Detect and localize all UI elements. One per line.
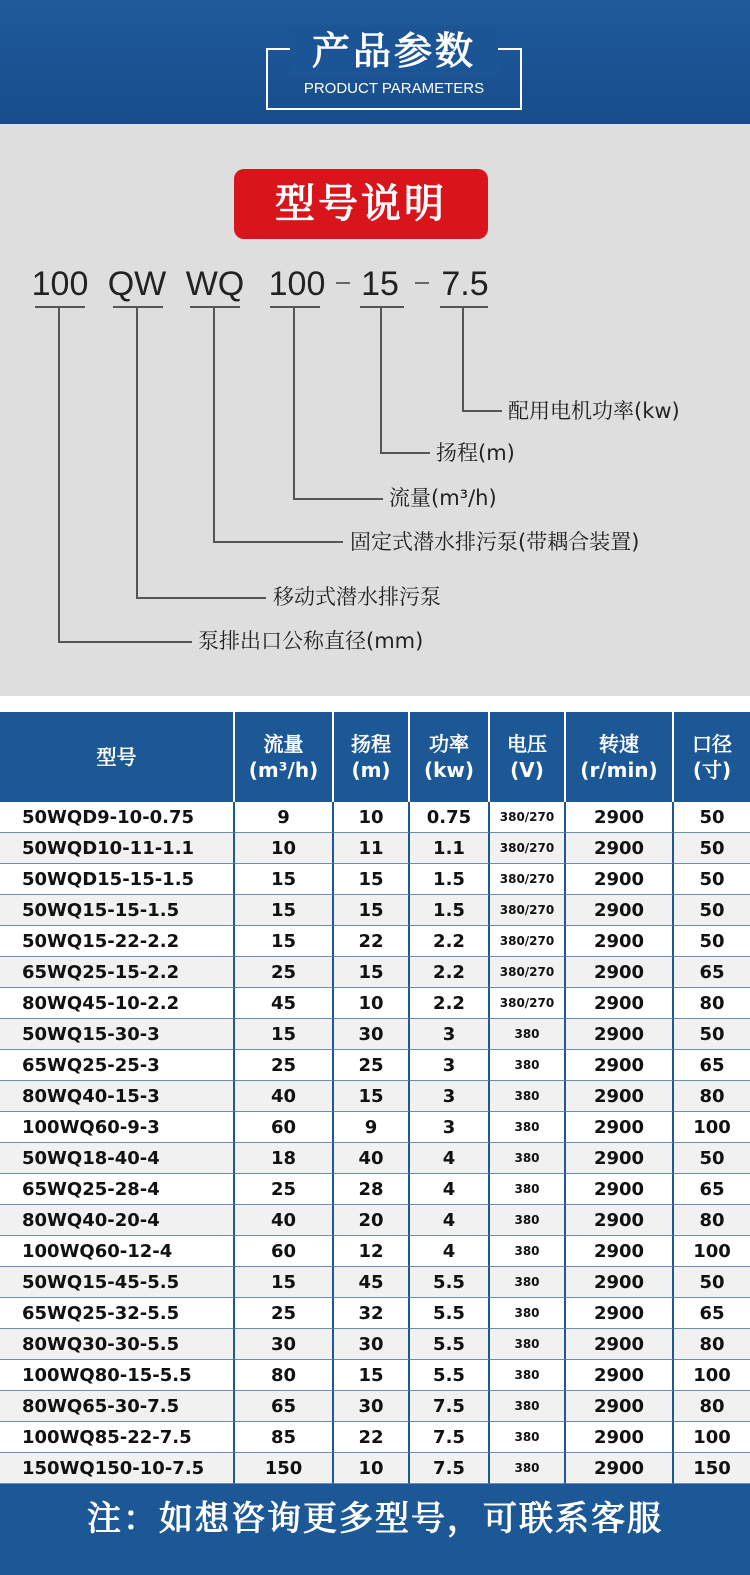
header-voltage: 电压 (V): [490, 712, 566, 802]
cell-speed: 2900: [566, 1453, 674, 1484]
cell-power: 0.75: [410, 802, 490, 833]
cell-flow: 65: [235, 1391, 334, 1422]
cell-head: 45: [334, 1267, 410, 1298]
cell-voltage: 380: [490, 1174, 566, 1205]
cell-power: 7.5: [410, 1453, 490, 1484]
cell-voltage: 380: [490, 1112, 566, 1143]
cell-head: 22: [334, 1422, 410, 1453]
code-underline: [440, 306, 488, 308]
cell-outlet: 65: [674, 957, 750, 988]
cell-outlet: 100: [674, 1360, 750, 1391]
bracket-line: [213, 306, 215, 543]
cell-flow: 15: [235, 1019, 334, 1050]
code-underline: [360, 306, 404, 308]
cell-power: 4: [410, 1143, 490, 1174]
model-explanation-panel: [0, 124, 750, 696]
bracket-line: [293, 306, 295, 500]
cell-voltage: 380: [490, 1019, 566, 1050]
code-part-qw: QW: [107, 265, 167, 303]
cell-head: 10: [334, 802, 410, 833]
cell-speed: 2900: [566, 833, 674, 864]
cell-head: 10: [334, 988, 410, 1019]
cell-flow: 18: [235, 1143, 334, 1174]
cell-speed: 2900: [566, 988, 674, 1019]
cell-power: 5.5: [410, 1329, 490, 1360]
bracket-line: [213, 541, 343, 543]
cell-outlet: 65: [674, 1174, 750, 1205]
cell-flow: 9: [235, 802, 334, 833]
cell-model: 50WQ15-15-1.5: [0, 895, 235, 926]
table-header-row: [0, 712, 750, 802]
header-banner: [0, 0, 750, 124]
cell-head: 20: [334, 1205, 410, 1236]
cell-power: 5.5: [410, 1267, 490, 1298]
cell-voltage: 380/270: [490, 864, 566, 895]
cell-voltage: 380/270: [490, 988, 566, 1019]
cell-outlet: 80: [674, 1329, 750, 1360]
cell-voltage: 380: [490, 1143, 566, 1174]
bracket-line: [136, 306, 138, 599]
page-title: 产品参数: [311, 29, 476, 73]
table-row: [0, 1112, 750, 1143]
cell-voltage: 380: [490, 1050, 566, 1081]
cell-head: 30: [334, 1019, 410, 1050]
cell-speed: 2900: [566, 1329, 674, 1360]
table-row: [0, 1236, 750, 1267]
table-row: [0, 1050, 750, 1081]
cell-speed: 2900: [566, 1112, 674, 1143]
bracket-line: [58, 641, 192, 643]
cell-head: 40: [334, 1143, 410, 1174]
cell-outlet: 80: [674, 1081, 750, 1112]
code-underline: [190, 306, 240, 308]
cell-speed: 2900: [566, 1174, 674, 1205]
parameters-table-wrap: [0, 712, 750, 1484]
code-separator-dash: [336, 282, 350, 284]
cell-outlet: 50: [674, 926, 750, 957]
cell-model: 50WQD10-11-1.1: [0, 833, 235, 864]
cell-speed: 2900: [566, 1298, 674, 1329]
cell-speed: 2900: [566, 1143, 674, 1174]
cell-speed: 2900: [566, 1267, 674, 1298]
header-model: 型号: [0, 712, 235, 802]
header-speed: 转速 (r/min): [566, 712, 674, 802]
cell-model: 100WQ60-9-3: [0, 1112, 235, 1143]
cell-flow: 80: [235, 1360, 334, 1391]
cell-outlet: 50: [674, 864, 750, 895]
cell-head: 28: [334, 1174, 410, 1205]
code-separator-dash: [415, 282, 429, 284]
cell-model: 150WQ150-10-7.5: [0, 1453, 235, 1484]
bracket-line: [462, 306, 464, 412]
table-row: [0, 802, 750, 833]
table-row: [0, 833, 750, 864]
table-row: [0, 1174, 750, 1205]
cell-outlet: 50: [674, 833, 750, 864]
cell-speed: 2900: [566, 926, 674, 957]
cell-flow: 40: [235, 1205, 334, 1236]
cell-head: 15: [334, 895, 410, 926]
cell-power: 3: [410, 1112, 490, 1143]
cell-flow: 40: [235, 1081, 334, 1112]
cell-power: 4: [410, 1174, 490, 1205]
footer-note: 注：如想咨询更多型号，可联系客服: [0, 1484, 750, 1575]
table-row: [0, 1422, 750, 1453]
cell-flow: 45: [235, 988, 334, 1019]
cell-speed: 2900: [566, 1236, 674, 1267]
cell-speed: 2900: [566, 895, 674, 926]
cell-model: 50WQ15-45-5.5: [0, 1267, 235, 1298]
cell-flow: 60: [235, 1112, 334, 1143]
code-part-wq: WQ: [185, 265, 245, 303]
cell-power: 2.2: [410, 957, 490, 988]
table-row: [0, 1453, 750, 1484]
cell-voltage: 380: [490, 1236, 566, 1267]
cell-power: 5.5: [410, 1360, 490, 1391]
bracket-line: [380, 306, 382, 454]
cell-model: 80WQ45-10-2.2: [0, 988, 235, 1019]
cell-voltage: 380: [490, 1422, 566, 1453]
cell-outlet: 100: [674, 1236, 750, 1267]
code-part-flow: 100: [268, 265, 326, 303]
cell-power: 1.1: [410, 833, 490, 864]
cell-power: 4: [410, 1205, 490, 1236]
table-row: [0, 1019, 750, 1050]
cell-power: 4: [410, 1236, 490, 1267]
cell-outlet: 80: [674, 988, 750, 1019]
cell-head: 9: [334, 1112, 410, 1143]
cell-speed: 2900: [566, 864, 674, 895]
table-row: [0, 926, 750, 957]
code-underline: [35, 306, 85, 308]
cell-outlet: 50: [674, 1267, 750, 1298]
cell-model: 65WQ25-32-5.5: [0, 1298, 235, 1329]
code-part-head: 15: [361, 265, 399, 303]
cell-flow: 15: [235, 895, 334, 926]
cell-power: 5.5: [410, 1298, 490, 1329]
cell-power: 3: [410, 1050, 490, 1081]
cell-outlet: 50: [674, 895, 750, 926]
cell-voltage: 380: [490, 1267, 566, 1298]
code-underline: [270, 306, 320, 308]
cell-model: 50WQ15-30-3: [0, 1019, 235, 1050]
cell-head: 25: [334, 1050, 410, 1081]
cell-flow: 60: [235, 1236, 334, 1267]
cell-flow: 25: [235, 957, 334, 988]
cell-model: 100WQ60-12-4: [0, 1236, 235, 1267]
cell-head: 22: [334, 926, 410, 957]
cell-voltage: 380/270: [490, 957, 566, 988]
cell-model: 50WQD15-15-1.5: [0, 864, 235, 895]
cell-head: 12: [334, 1236, 410, 1267]
cell-power: 7.5: [410, 1391, 490, 1422]
cell-head: 11: [334, 833, 410, 864]
cell-voltage: 380/270: [490, 802, 566, 833]
cell-power: 3: [410, 1081, 490, 1112]
cell-model: 100WQ80-15-5.5: [0, 1360, 235, 1391]
cell-model: 65WQ25-25-3: [0, 1050, 235, 1081]
header-power: 功率 (kw): [410, 712, 490, 802]
cell-voltage: 380: [490, 1205, 566, 1236]
desc-flow: 流量(m³/h): [389, 486, 497, 510]
cell-flow: 15: [235, 864, 334, 895]
cell-model: 50WQ15-22-2.2: [0, 926, 235, 957]
cell-voltage: 380: [490, 1391, 566, 1422]
cell-outlet: 150: [674, 1453, 750, 1484]
model-explanation-heading: 型号说明: [234, 169, 488, 239]
table-row: [0, 864, 750, 895]
cell-head: 15: [334, 1081, 410, 1112]
cell-voltage: 380: [490, 1453, 566, 1484]
cell-head: 10: [334, 1453, 410, 1484]
cell-voltage: 380/270: [490, 895, 566, 926]
cell-power: 1.5: [410, 864, 490, 895]
cell-outlet: 50: [674, 802, 750, 833]
cell-head: 15: [334, 864, 410, 895]
page-subtitle: PRODUCT PARAMETERS: [303, 80, 485, 97]
table-row: [0, 1391, 750, 1422]
bracket-line: [136, 597, 266, 599]
cell-voltage: 380: [490, 1360, 566, 1391]
table-body: [0, 802, 750, 1484]
cell-model: 80WQ30-30-5.5: [0, 1329, 235, 1360]
cell-outlet: 50: [674, 1019, 750, 1050]
cell-model: 50WQ18-40-4: [0, 1143, 235, 1174]
cell-model: 100WQ85-22-7.5: [0, 1422, 235, 1453]
desc-mobile: 移动式潜水排污泵: [273, 585, 441, 609]
cell-model: 65WQ25-15-2.2: [0, 957, 235, 988]
bracket-line: [380, 452, 430, 454]
cell-speed: 2900: [566, 1422, 674, 1453]
cell-flow: 25: [235, 1050, 334, 1081]
table-row: [0, 1329, 750, 1360]
desc-diameter: 泵排出口公称直径(mm): [198, 629, 424, 653]
cell-speed: 2900: [566, 802, 674, 833]
cell-outlet: 50: [674, 1143, 750, 1174]
cell-outlet: 65: [674, 1298, 750, 1329]
cell-speed: 2900: [566, 1081, 674, 1112]
cell-speed: 2900: [566, 1360, 674, 1391]
cell-speed: 2900: [566, 957, 674, 988]
cell-outlet: 100: [674, 1112, 750, 1143]
cell-model: 65WQ25-28-4: [0, 1174, 235, 1205]
cell-flow: 150: [235, 1453, 334, 1484]
table-row: [0, 1298, 750, 1329]
cell-flow: 30: [235, 1329, 334, 1360]
bracket-line: [293, 498, 383, 500]
cell-model: 80WQ40-20-4: [0, 1205, 235, 1236]
cell-voltage: 380/270: [490, 926, 566, 957]
cell-speed: 2900: [566, 1019, 674, 1050]
table-row: [0, 957, 750, 988]
cell-flow: 85: [235, 1422, 334, 1453]
cell-head: 15: [334, 957, 410, 988]
cell-speed: 2900: [566, 1050, 674, 1081]
code-underline: [113, 306, 163, 308]
cell-voltage: 380: [490, 1081, 566, 1112]
cell-outlet: 65: [674, 1050, 750, 1081]
header-outlet: 口径 (寸): [674, 712, 750, 802]
cell-model: 80WQ40-15-3: [0, 1081, 235, 1112]
table-row: [0, 1081, 750, 1112]
cell-outlet: 80: [674, 1205, 750, 1236]
cell-speed: 2900: [566, 1391, 674, 1422]
cell-speed: 2900: [566, 1205, 674, 1236]
cell-flow: 10: [235, 833, 334, 864]
header-head: 扬程 (m): [334, 712, 410, 802]
cell-power: 1.5: [410, 895, 490, 926]
cell-model: 80WQ65-30-7.5: [0, 1391, 235, 1422]
bracket-line: [58, 306, 60, 643]
cell-voltage: 380/270: [490, 833, 566, 864]
cell-flow: 25: [235, 1174, 334, 1205]
header-title-wrap: [290, 26, 498, 76]
cell-outlet: 100: [674, 1422, 750, 1453]
cell-head: 15: [334, 1360, 410, 1391]
table-row: [0, 988, 750, 1019]
cell-flow: 15: [235, 1267, 334, 1298]
cell-power: 2.2: [410, 926, 490, 957]
cell-head: 30: [334, 1391, 410, 1422]
desc-head: 扬程(m): [436, 441, 515, 465]
desc-fixed: 固定式潜水排污泵(带耦合装置): [350, 530, 640, 554]
cell-voltage: 380: [490, 1298, 566, 1329]
table-row: [0, 1360, 750, 1391]
cell-power: 7.5: [410, 1422, 490, 1453]
cell-voltage: 380: [490, 1329, 566, 1360]
code-part-diameter: 100: [31, 265, 89, 303]
bracket-line: [462, 410, 502, 412]
table-row: [0, 1267, 750, 1298]
cell-outlet: 80: [674, 1391, 750, 1422]
desc-power: 配用电机功率(kw): [508, 399, 680, 423]
code-part-power: 7.5: [441, 265, 489, 303]
table-row: [0, 1143, 750, 1174]
cell-model: 50WQD9-10-0.75: [0, 802, 235, 833]
table-row: [0, 1205, 750, 1236]
cell-head: 30: [334, 1329, 410, 1360]
cell-flow: 25: [235, 1298, 334, 1329]
cell-head: 32: [334, 1298, 410, 1329]
cell-flow: 15: [235, 926, 334, 957]
cell-power: 3: [410, 1019, 490, 1050]
table-row: [0, 895, 750, 926]
cell-power: 2.2: [410, 988, 490, 1019]
header-flow: 流量 (m³/h): [235, 712, 334, 802]
parameters-table: [0, 712, 750, 1484]
